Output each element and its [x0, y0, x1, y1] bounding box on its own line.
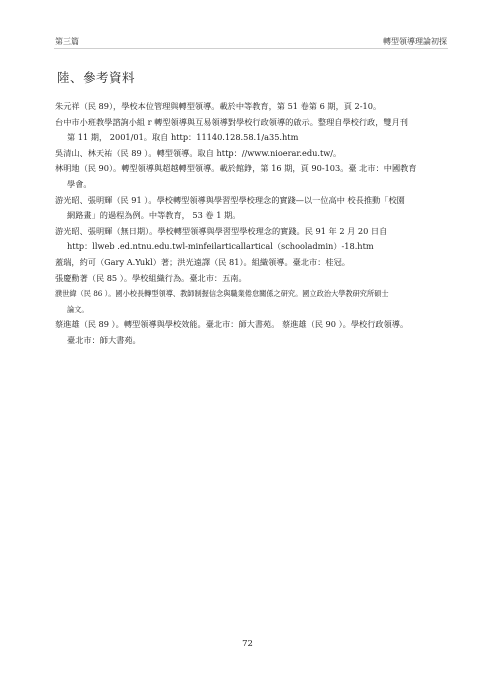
reference-text: 蓋瑞，約可（Gary A.Yukl）著；洪光遠譯（民 81）。組織領導。臺北市：桂冠。 [55, 256, 350, 267]
header-rule [54, 48, 448, 49]
reference-list [55, 99, 455, 349]
reference-text: 林明地（民 90）。轉型領導與超越轉型領導。載於館錚，第 16 期，頁 90-103。臺 北市：中國教育 [55, 163, 417, 174]
reference-text: 蔡進雄（民 89 ）。轉型領導與學校效能。臺北市：師大書苑。 蔡進雄（民 90 ）。學校行政領導。 [55, 319, 409, 330]
reference-continuation: 第 11 期， 2001/01。取自 http：11140.128.58.1/a35.htm [67, 132, 299, 143]
reference-continuation: 網路畫」的過程為例。中等教育， 53 卷 1 期。 [67, 210, 241, 221]
reference-text: 游光昭、張明輝（無日期）。學校轉型領導與學習型學校理念的實踐。民 91 年 2 月 20 日自 [55, 225, 388, 236]
reference-text: 游光昭、張明輝（民 91 ）。學校轉型領導與學習型學校理念的實踐—以一位高中 校長推動「校園 [55, 194, 405, 205]
header-title: 轉型領導理論初探 [383, 37, 447, 46]
reference-entry [55, 271, 455, 287]
page-number: 72 [242, 639, 253, 649]
reference-entry [55, 255, 455, 271]
reference-continuation: 論文。 [67, 304, 89, 314]
reference-text: 台中市小班教學諮詢小組 r 轉型領導與互易領導對學校行政領導的啟示。整理自學校行政，雙月刊 [55, 116, 408, 127]
reference-text: 吳清山、林天祐（民 89 ）。轉型領導。取自 http：//www.nioerar.edu.tw/。 [55, 147, 342, 158]
section-title: 陸、參考資料 [57, 70, 136, 85]
reference-continuation: 臺北市：師大書苑。 [67, 334, 141, 345]
reference-entry [55, 115, 455, 146]
header-chapter: 第三篇 [55, 37, 79, 46]
reference-text: 朱元祥（民 89），學校本位管理與轉型領導。載於中等教育，第 51 卷第 6 期，頁 2-10。 [55, 101, 382, 111]
reference-continuation: http：llweb .ed.ntnu.edu.twl-minfeilarticallartical（schooladmin）-18.htm [67, 241, 374, 252]
reference-entry [55, 146, 455, 162]
reference-entry [55, 161, 455, 192]
reference-text: 濮世緯（民 86 ）。國小校長轉型領導、教師制握信念與職業倦怠關係之研究。國立政治大學教研究所碩士 [55, 289, 389, 299]
reference-text: 張慶勳著（民 85 ）。學校組織行為。臺北市：五南。 [55, 272, 247, 283]
reference-entry [55, 286, 455, 317]
reference-entry [55, 193, 455, 224]
reference-entry [55, 317, 455, 348]
reference-entry [55, 224, 455, 255]
reference-entry [55, 99, 455, 115]
reference-continuation: 學會。 [67, 178, 92, 189]
